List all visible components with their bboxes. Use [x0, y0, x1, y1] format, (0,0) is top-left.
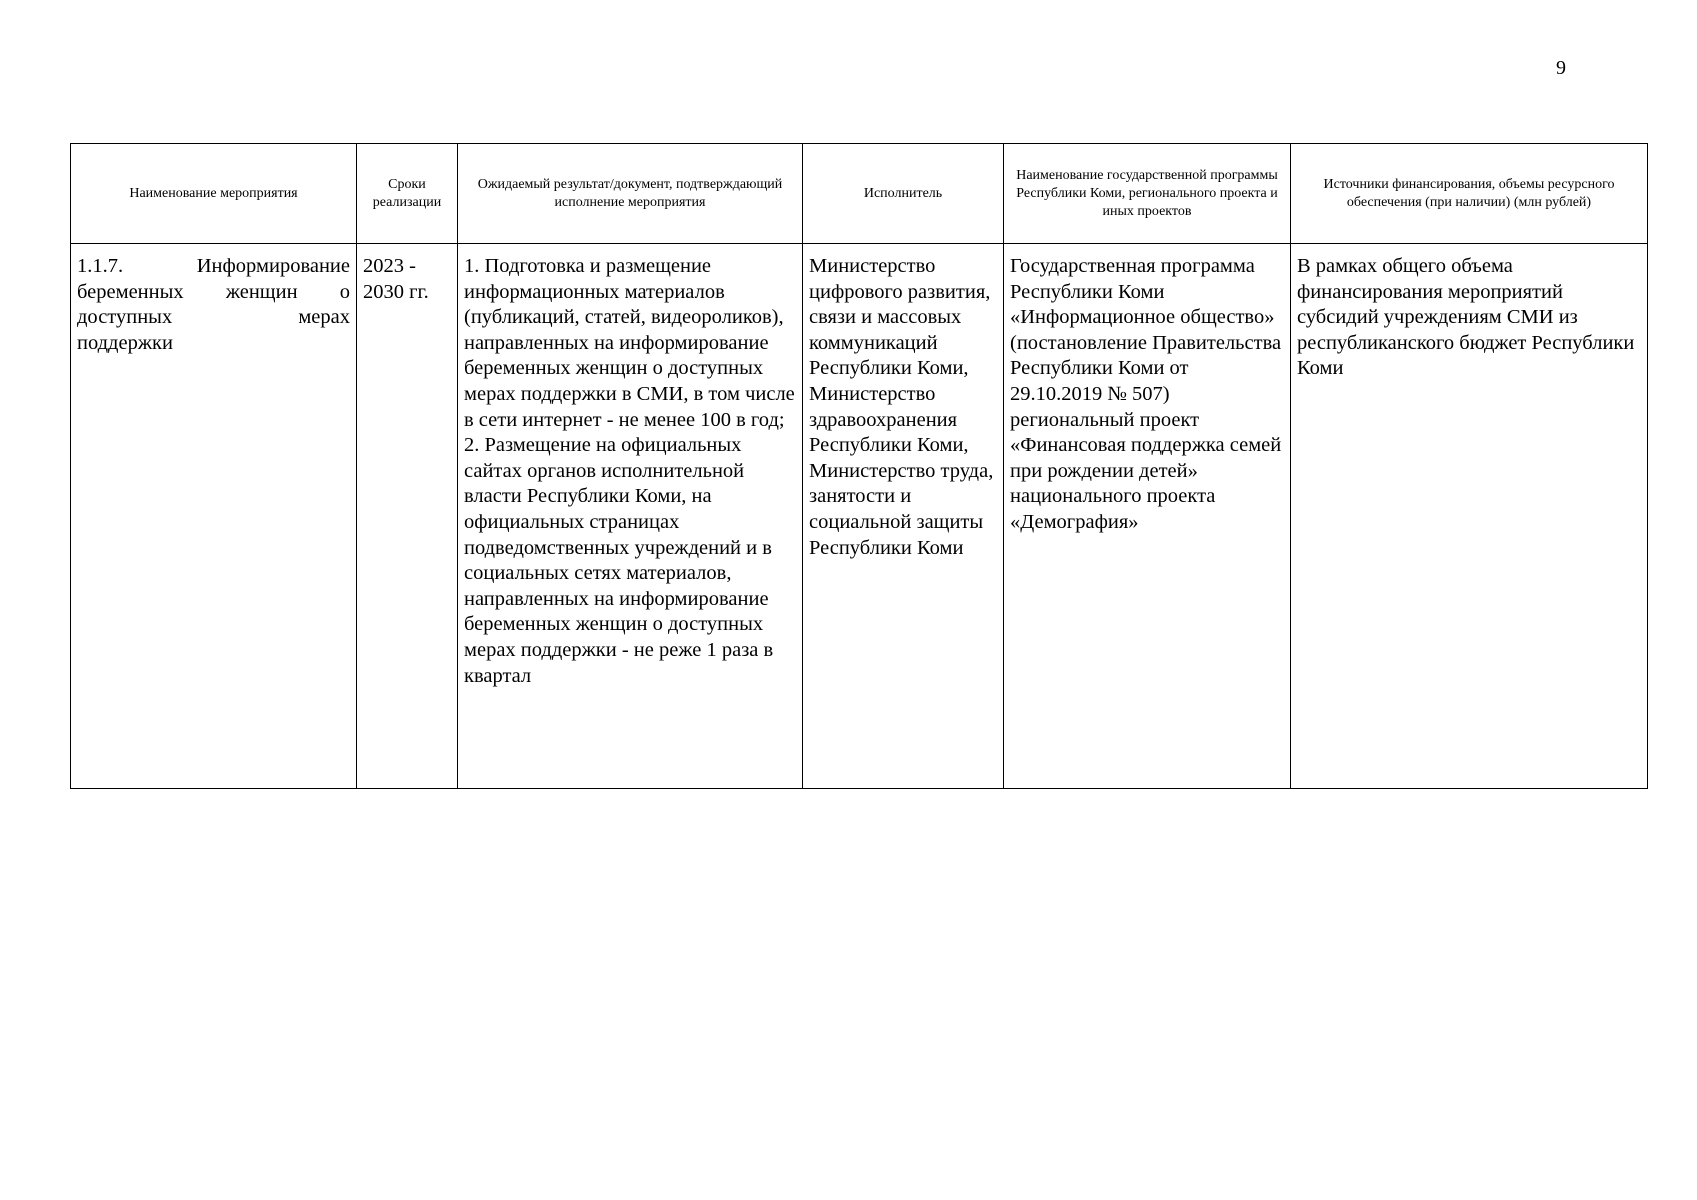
- cell-financing: В рамках общего объема финансирования мероприятий субсидий учреждениям СМИ из республиканского бюджет Республики Коми: [1291, 244, 1648, 789]
- cell-program: Государственная программа Республики Коми «Информационное общество» (постановление Правительства Республики Коми от 29.10.2019 № 507) региональный проект «Финансовая поддержка семей при рождении детей» национального проекта «Демография»: [1004, 244, 1291, 789]
- result-item-2: 2. Размещение на официальных сайтах органов исполнительной власти Республики Коми, на официальных страницах подведомственных учреждений и в социальных сетях материалов, направленных на информирование беременных женщин о доступных мерах поддержки - не реже 1 раза в квартал: [464, 434, 774, 687]
- cell-expected-result: [458, 244, 803, 789]
- header-expected-result: Ожидаемый результат/документ, подтверждающий исполнение мероприятия: [458, 144, 803, 244]
- header-program: Наименование государственной программы Республики Коми, регионального проекта и иных проектов: [1004, 144, 1291, 244]
- header-executor: Исполнитель: [803, 144, 1004, 244]
- header-period: Сроки реализации: [357, 144, 458, 244]
- page-number: 9: [1556, 57, 1566, 79]
- activity-table: [70, 143, 1648, 789]
- cell-period: 2023 - 2030 гг.: [357, 244, 458, 789]
- header-financing: Источники финансирования, объемы ресурсного обеспечения (при наличии) (млн рублей): [1291, 144, 1648, 244]
- activity-name-line: поддержки: [77, 331, 173, 354]
- result-item-1: 1. Подготовка и размещение информационных материалов (публикаций, статей, видеороликов), направленных на информирование беременных женщин о доступных мерах поддержки в СМИ, в том числе в сети интернет - не менее 100 в год;: [464, 255, 795, 431]
- activity-name-line: 1.1.7. Информирование: [77, 255, 350, 277]
- header-activity-name: Наименование мероприятия: [71, 144, 357, 244]
- cell-activity-name: [71, 244, 357, 789]
- table-row: [71, 244, 1648, 789]
- cell-executor: Министерство цифрового развития, связи и массовых коммуникаций Республики Коми, Министерство здравоохранения Республики Коми, Министерство труда, занятости и социальной защиты Республики Коми: [803, 244, 1004, 789]
- activity-name-line: беременных женщин о: [77, 280, 350, 303]
- table-header-row: [71, 144, 1648, 244]
- activity-name-line: доступных мерах: [77, 306, 350, 329]
